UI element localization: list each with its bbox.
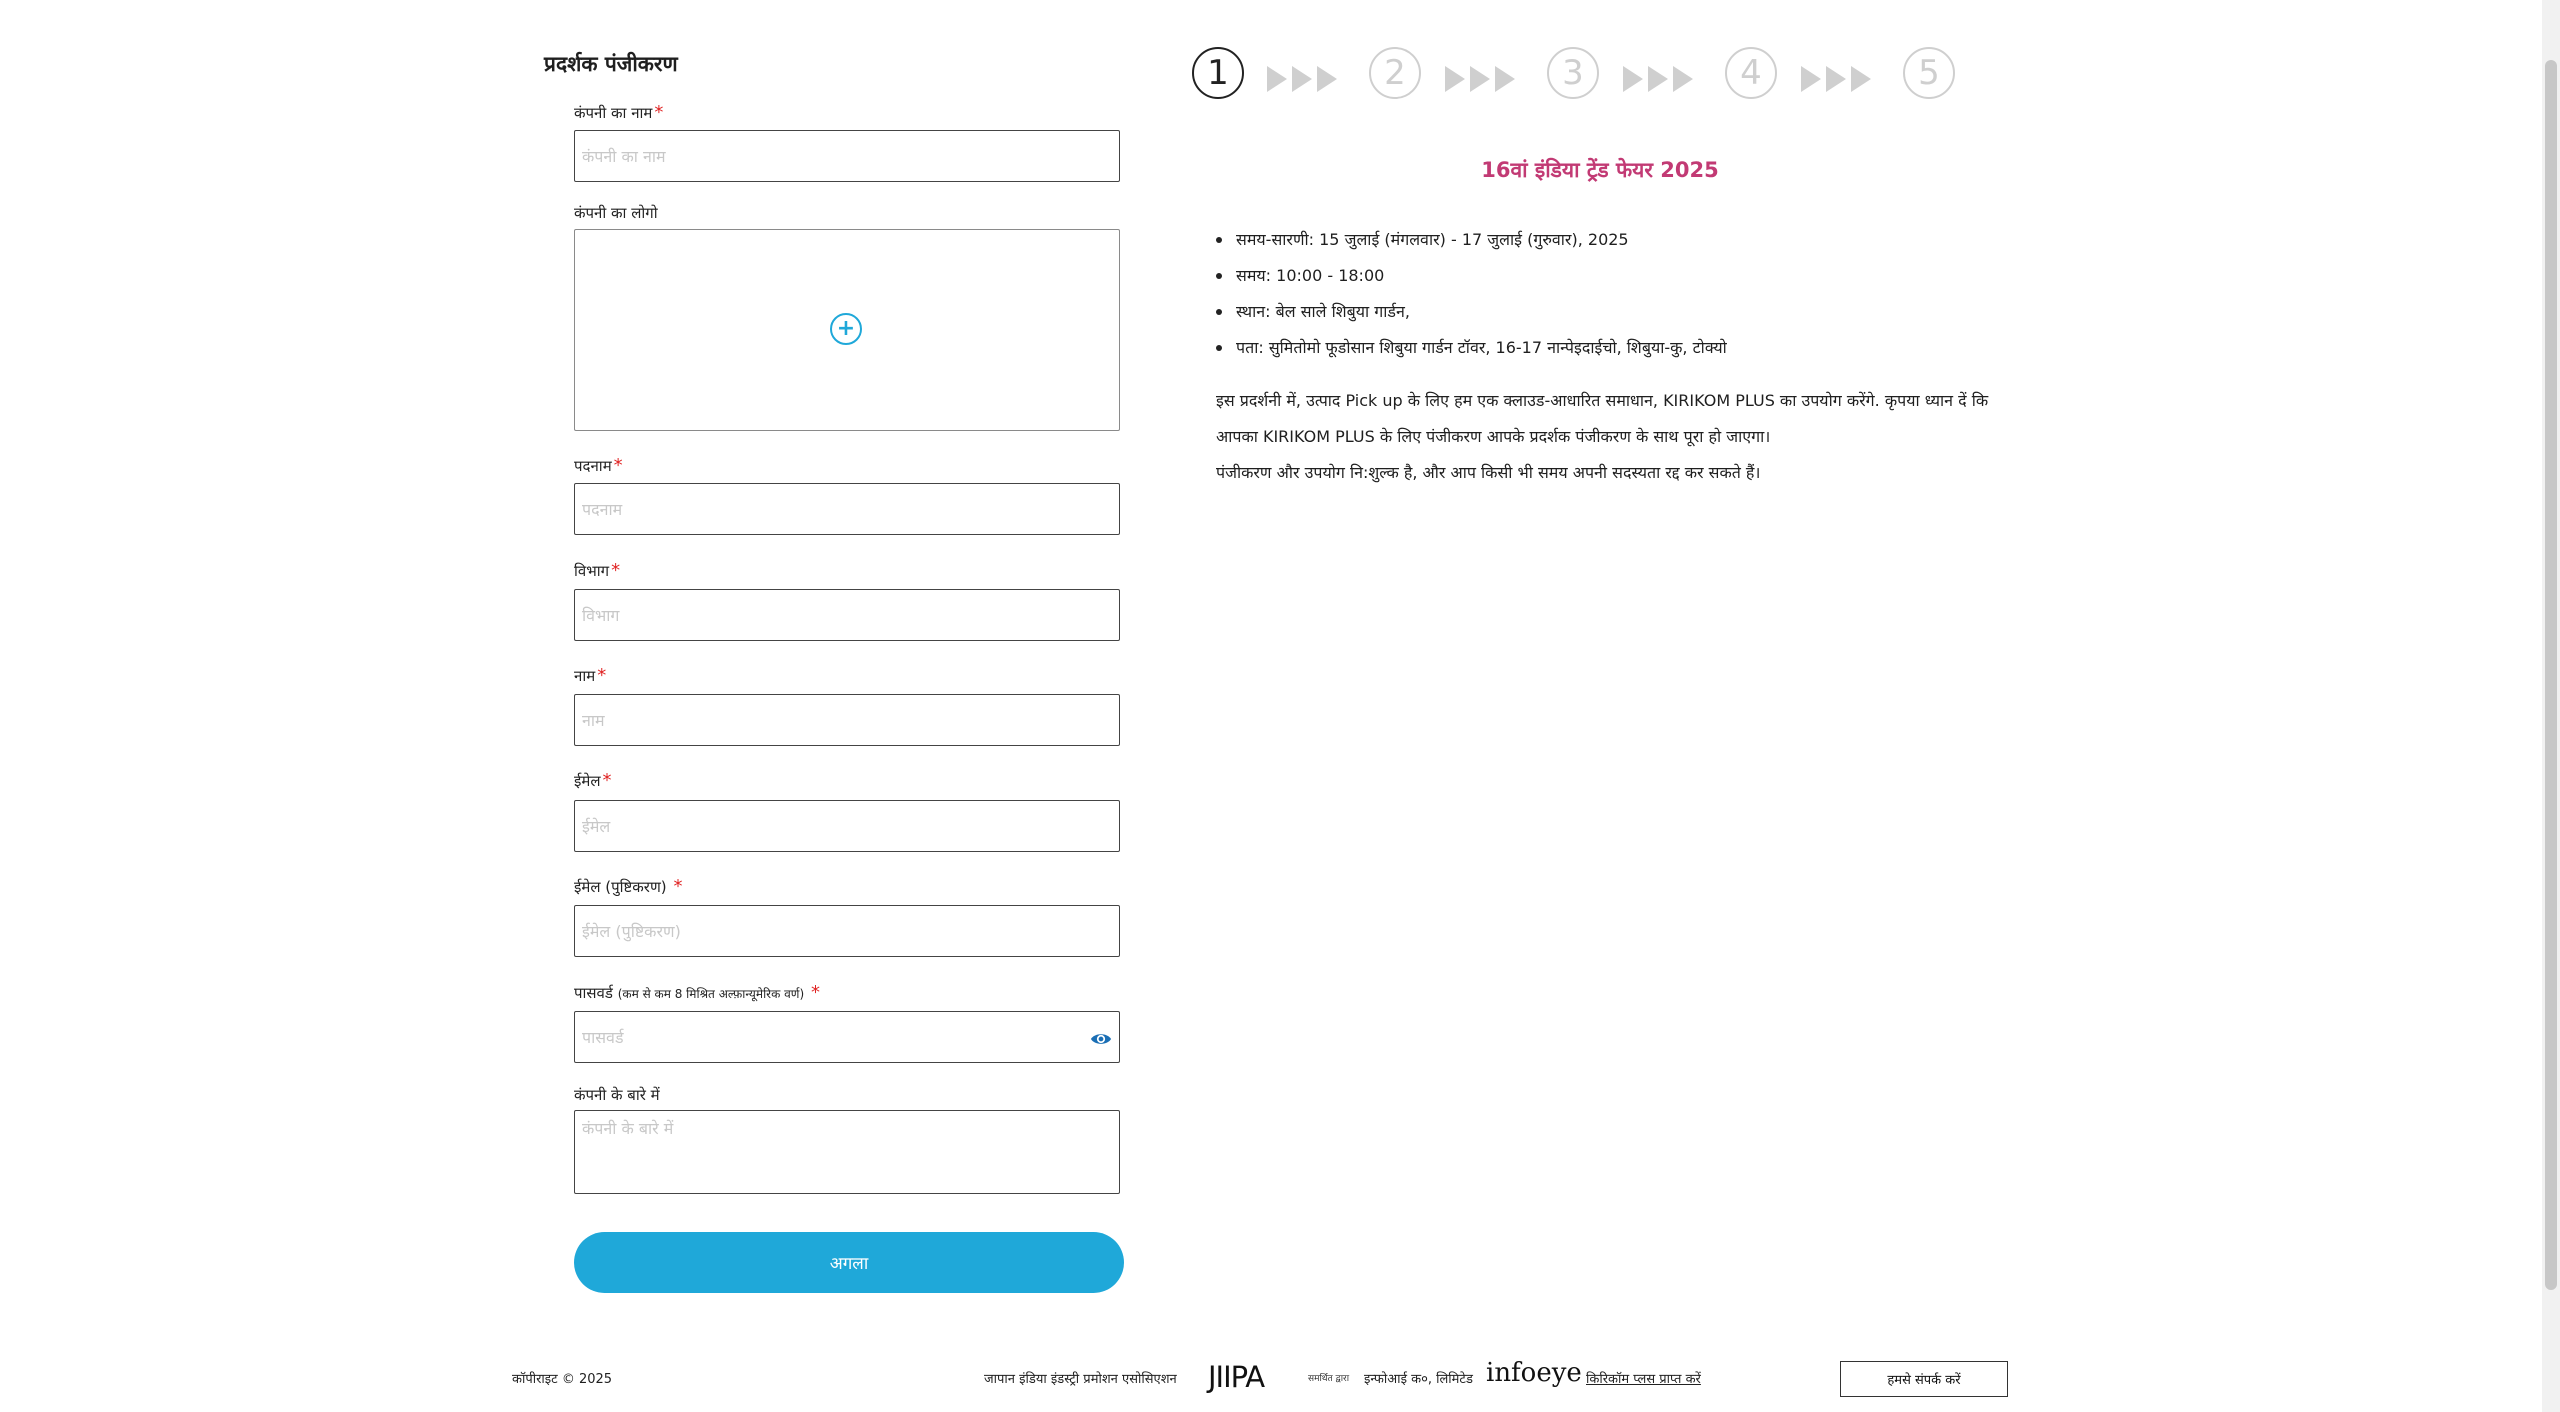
step-3-indicator: 3	[1547, 47, 1599, 99]
jiipa-logo: JIIPA	[1208, 1360, 1265, 1394]
form-title: प्रदर्शक पंजीकरण	[544, 52, 678, 76]
required-mark: *	[673, 876, 683, 897]
required-mark: *	[602, 770, 612, 791]
event-time: समय: 10:00 - 18:00	[1216, 258, 1727, 294]
password-label	[574, 982, 820, 1003]
required-mark: *	[613, 455, 623, 476]
eye-icon[interactable]	[1090, 1028, 1112, 1050]
department-label	[574, 560, 620, 581]
powered-by-text: समर्थित द्वारा	[1308, 1374, 1350, 1384]
next-button[interactable]: अगला	[574, 1232, 1124, 1293]
password-label-text: पासवर्ड	[574, 984, 613, 1002]
required-mark: *	[611, 560, 621, 581]
about-company-textarea[interactable]	[574, 1110, 1120, 1194]
plus-circle-icon[interactable]: +	[830, 313, 862, 345]
event-description	[1216, 383, 1996, 491]
required-mark: *	[810, 982, 820, 1003]
association-name: जापान इंडिया इंडस्ट्री प्रमोशन एसोसिएशन	[984, 1372, 1177, 1387]
get-kirikom-plus-link[interactable]: किरिकॉम प्लस प्राप्त करें	[1586, 1372, 1701, 1387]
email-confirm-label	[574, 876, 682, 897]
step-2-indicator: 2	[1369, 47, 1421, 99]
event-address: पता: सुमितोमो फूडोसान शिबुया गार्डन टॉवर, 16-17 नान्पेइदाईचो, शिबुया-कु, टोक्यो	[1216, 330, 1727, 366]
about-company-label: कंपनी के बारे में	[574, 1086, 660, 1104]
name-label	[574, 665, 606, 686]
company-name-label-text: कंपनी का नाम	[574, 104, 653, 122]
page-scrollbar[interactable]	[2542, 0, 2560, 1412]
kirikom-notice: इस प्रदर्शनी में, उत्पाद Pick up के लिए हम एक क्लाउड-आधारित समाधान, KIRIKOM PLUS का उपयोग करेंगे. कृपया ध्यान दें कि आपका KIRIKOM PLUS के लिए पंजीकरण आपके प्रदर्शक पंजीकरण के साथ पूरा हो जाएगा।	[1216, 391, 1989, 446]
designation-input[interactable]	[574, 483, 1120, 535]
step-4-indicator: 4	[1725, 47, 1777, 99]
event-venue: स्थान: बेल साले शिबुया गार्डन,	[1216, 294, 1727, 330]
triple-arrow-icon	[1801, 66, 1875, 92]
name-label-text: नाम	[574, 667, 596, 685]
contact-us-button[interactable]: हमसे संपर्क करें	[1840, 1361, 2008, 1397]
infoeye-logo: infoeye	[1486, 1358, 1582, 1388]
triple-arrow-icon	[1623, 66, 1697, 92]
department-input[interactable]	[574, 589, 1120, 641]
email-label-text: ईमेल	[574, 772, 601, 790]
free-usage-notice: पंजीकरण और उपयोग नि:शुल्क है, और आप किसी भी समय अपनी सदस्यता रद्द कर सकते हैं।	[1216, 463, 1761, 482]
event-schedule: समय-सारणी: 15 जुलाई (मंगलवार) - 17 जुलाई (गुरुवार), 2025	[1216, 222, 1727, 258]
step-5-indicator: 5	[1903, 47, 1955, 99]
email-label	[574, 770, 612, 791]
company-name-label	[574, 102, 663, 123]
department-label-text: विभाग	[574, 562, 610, 580]
triple-arrow-icon	[1267, 66, 1341, 92]
designation-label	[574, 455, 623, 476]
event-details-list	[1216, 222, 1727, 366]
company-name-input[interactable]	[574, 130, 1120, 182]
required-mark: *	[654, 102, 664, 123]
event-title: 16वां इंडिया ट्रेंड फेयर 2025	[1481, 158, 1719, 182]
step-1-indicator: 1	[1192, 47, 1244, 99]
required-mark: *	[597, 665, 607, 686]
email-input[interactable]	[574, 800, 1120, 852]
password-input[interactable]	[574, 1011, 1120, 1063]
password-hint: (कम से कम 8 मिश्रित अल्फ़ान्यूमेरिक वर्ण)	[617, 987, 805, 1001]
triple-arrow-icon	[1445, 66, 1519, 92]
copyright-text: कॉपीराइट © 2025	[512, 1372, 613, 1387]
company-logo-label: कंपनी का लोगो	[574, 204, 658, 222]
scrollbar-thumb[interactable]	[2545, 60, 2557, 1290]
company-logo-upload[interactable]	[574, 229, 1120, 431]
designation-label-text: पदनाम	[574, 457, 612, 475]
email-confirm-label-text: ईमेल (पुष्टिकरण)	[574, 878, 667, 896]
infoeye-company-name: इन्फोआई क०, लिमिटेड	[1364, 1372, 1473, 1387]
name-input[interactable]	[574, 694, 1120, 746]
email-confirm-input[interactable]	[574, 905, 1120, 957]
